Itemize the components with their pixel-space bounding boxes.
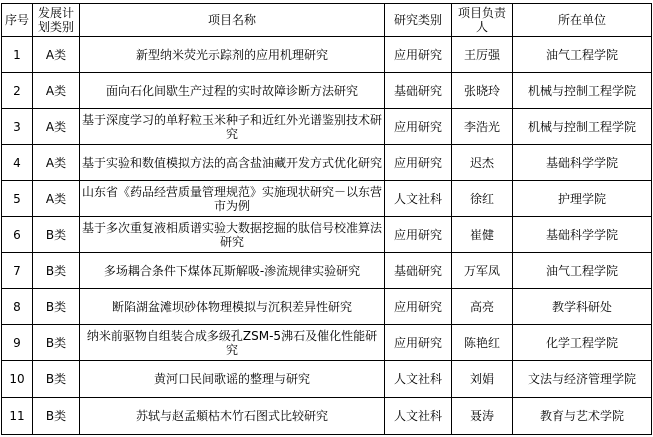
cell-dev-type: A类 [33, 109, 80, 145]
cell-seq: 11 [2, 398, 33, 435]
table-row [2, 289, 652, 325]
cell-project-name: 断陷湖盆滩坝砂体物理模拟与沉积差异性研究 [80, 289, 385, 325]
cell-dev-type: A类 [33, 145, 80, 181]
cell-project-name: 苏轼与赵孟頫枯木竹石图式比较研究 [80, 398, 385, 435]
cell-seq: 1 [2, 37, 33, 73]
cell-leader: 崔健 [452, 217, 513, 253]
cell-leader: 迟杰 [452, 145, 513, 181]
cell-unit: 油气工程学院 [513, 253, 652, 289]
cell-dev-type: A类 [33, 181, 80, 217]
cell-dev-type: A类 [33, 37, 80, 73]
table-row [2, 253, 652, 289]
table-row [2, 145, 652, 181]
header-row [2, 4, 652, 37]
cell-seq: 9 [2, 325, 33, 361]
cell-research-type: 应用研究 [385, 217, 452, 253]
header-name: 项目名称 [80, 4, 385, 37]
cell-dev-type: B类 [33, 289, 80, 325]
table-header [2, 4, 652, 37]
cell-seq: 6 [2, 217, 33, 253]
header-seq: 序号 [2, 4, 33, 37]
cell-unit: 教学科研处 [513, 289, 652, 325]
cell-seq: 10 [2, 361, 33, 398]
header-dev-type: 发展计划类别 [33, 4, 80, 37]
header-leader: 项目负责人 [452, 4, 513, 37]
cell-leader: 聂涛 [452, 398, 513, 435]
cell-unit: 机械与控制工程学院 [513, 73, 652, 109]
cell-research-type: 基础研究 [385, 253, 452, 289]
table-row [2, 73, 652, 109]
cell-project-name: 黄河口民间歌谣的整理与研究 [80, 361, 385, 398]
cell-dev-type: A类 [33, 73, 80, 109]
table-row [2, 37, 652, 73]
cell-project-name: 新型纳米荧光示踪剂的应用机理研究 [80, 37, 385, 73]
cell-research-type: 应用研究 [385, 109, 452, 145]
table-row [2, 217, 652, 253]
cell-unit: 基础科学学院 [513, 145, 652, 181]
cell-research-type: 应用研究 [385, 145, 452, 181]
cell-dev-type: B类 [33, 325, 80, 361]
cell-research-type: 基础研究 [385, 73, 452, 109]
cell-seq: 7 [2, 253, 33, 289]
cell-unit: 油气工程学院 [513, 37, 652, 73]
cell-project-name: 面向石化间歇生产过程的实时故障诊断方法研究 [80, 73, 385, 109]
table-body [2, 37, 652, 435]
cell-unit: 基础科学学院 [513, 217, 652, 253]
project-table [1, 3, 652, 435]
cell-seq: 5 [2, 181, 33, 217]
cell-research-type: 应用研究 [385, 325, 452, 361]
table-row [2, 181, 652, 217]
header-research-type: 研究类别 [385, 4, 452, 37]
cell-project-name: 纳米前驱物自组装合成多级孔ZSM-5沸石及催化性能研究 [80, 325, 385, 361]
cell-seq: 4 [2, 145, 33, 181]
cell-dev-type: B类 [33, 361, 80, 398]
cell-dev-type: B类 [33, 217, 80, 253]
cell-project-name: 基于实验和数值模拟方法的高含盐油藏开发方式优化研究 [80, 145, 385, 181]
cell-research-type: 应用研究 [385, 289, 452, 325]
cell-research-type: 人文社科 [385, 398, 452, 435]
cell-research-type: 应用研究 [385, 37, 452, 73]
table-row [2, 109, 652, 145]
cell-leader: 万军凤 [452, 253, 513, 289]
cell-unit: 文法与经济管理学院 [513, 361, 652, 398]
table-row [2, 325, 652, 361]
cell-dev-type: B类 [33, 253, 80, 289]
cell-project-name: 基于多次重复液相质谱实验大数据挖掘的肽信号校准算法研究 [80, 217, 385, 253]
cell-project-name: 基于深度学习的单籽粒玉米种子和近红外光谱鉴别技术研究 [80, 109, 385, 145]
header-unit: 所在单位 [513, 4, 652, 37]
cell-dev-type: B类 [33, 398, 80, 435]
cell-seq: 2 [2, 73, 33, 109]
cell-seq: 8 [2, 289, 33, 325]
cell-unit: 护理学院 [513, 181, 652, 217]
cell-leader: 张晓玲 [452, 73, 513, 109]
cell-project-name: 多场耦合条件下煤体瓦斯解吸-渗流规律实验研究 [80, 253, 385, 289]
cell-leader: 高亮 [452, 289, 513, 325]
cell-research-type: 人文社科 [385, 361, 452, 398]
cell-unit: 教育与艺术学院 [513, 398, 652, 435]
cell-unit: 机械与控制工程学院 [513, 109, 652, 145]
cell-leader: 王厉强 [452, 37, 513, 73]
cell-leader: 刘娟 [452, 361, 513, 398]
cell-research-type: 人文社科 [385, 181, 452, 217]
cell-leader: 徐红 [452, 181, 513, 217]
cell-leader: 李浩光 [452, 109, 513, 145]
cell-project-name: 山东省《药品经营质量管理规范》实施现状研究－以东营市为例 [80, 181, 385, 217]
cell-unit: 化学工程学院 [513, 325, 652, 361]
table-row [2, 361, 652, 398]
cell-seq: 3 [2, 109, 33, 145]
cell-leader: 陈艳红 [452, 325, 513, 361]
table-row [2, 398, 652, 435]
